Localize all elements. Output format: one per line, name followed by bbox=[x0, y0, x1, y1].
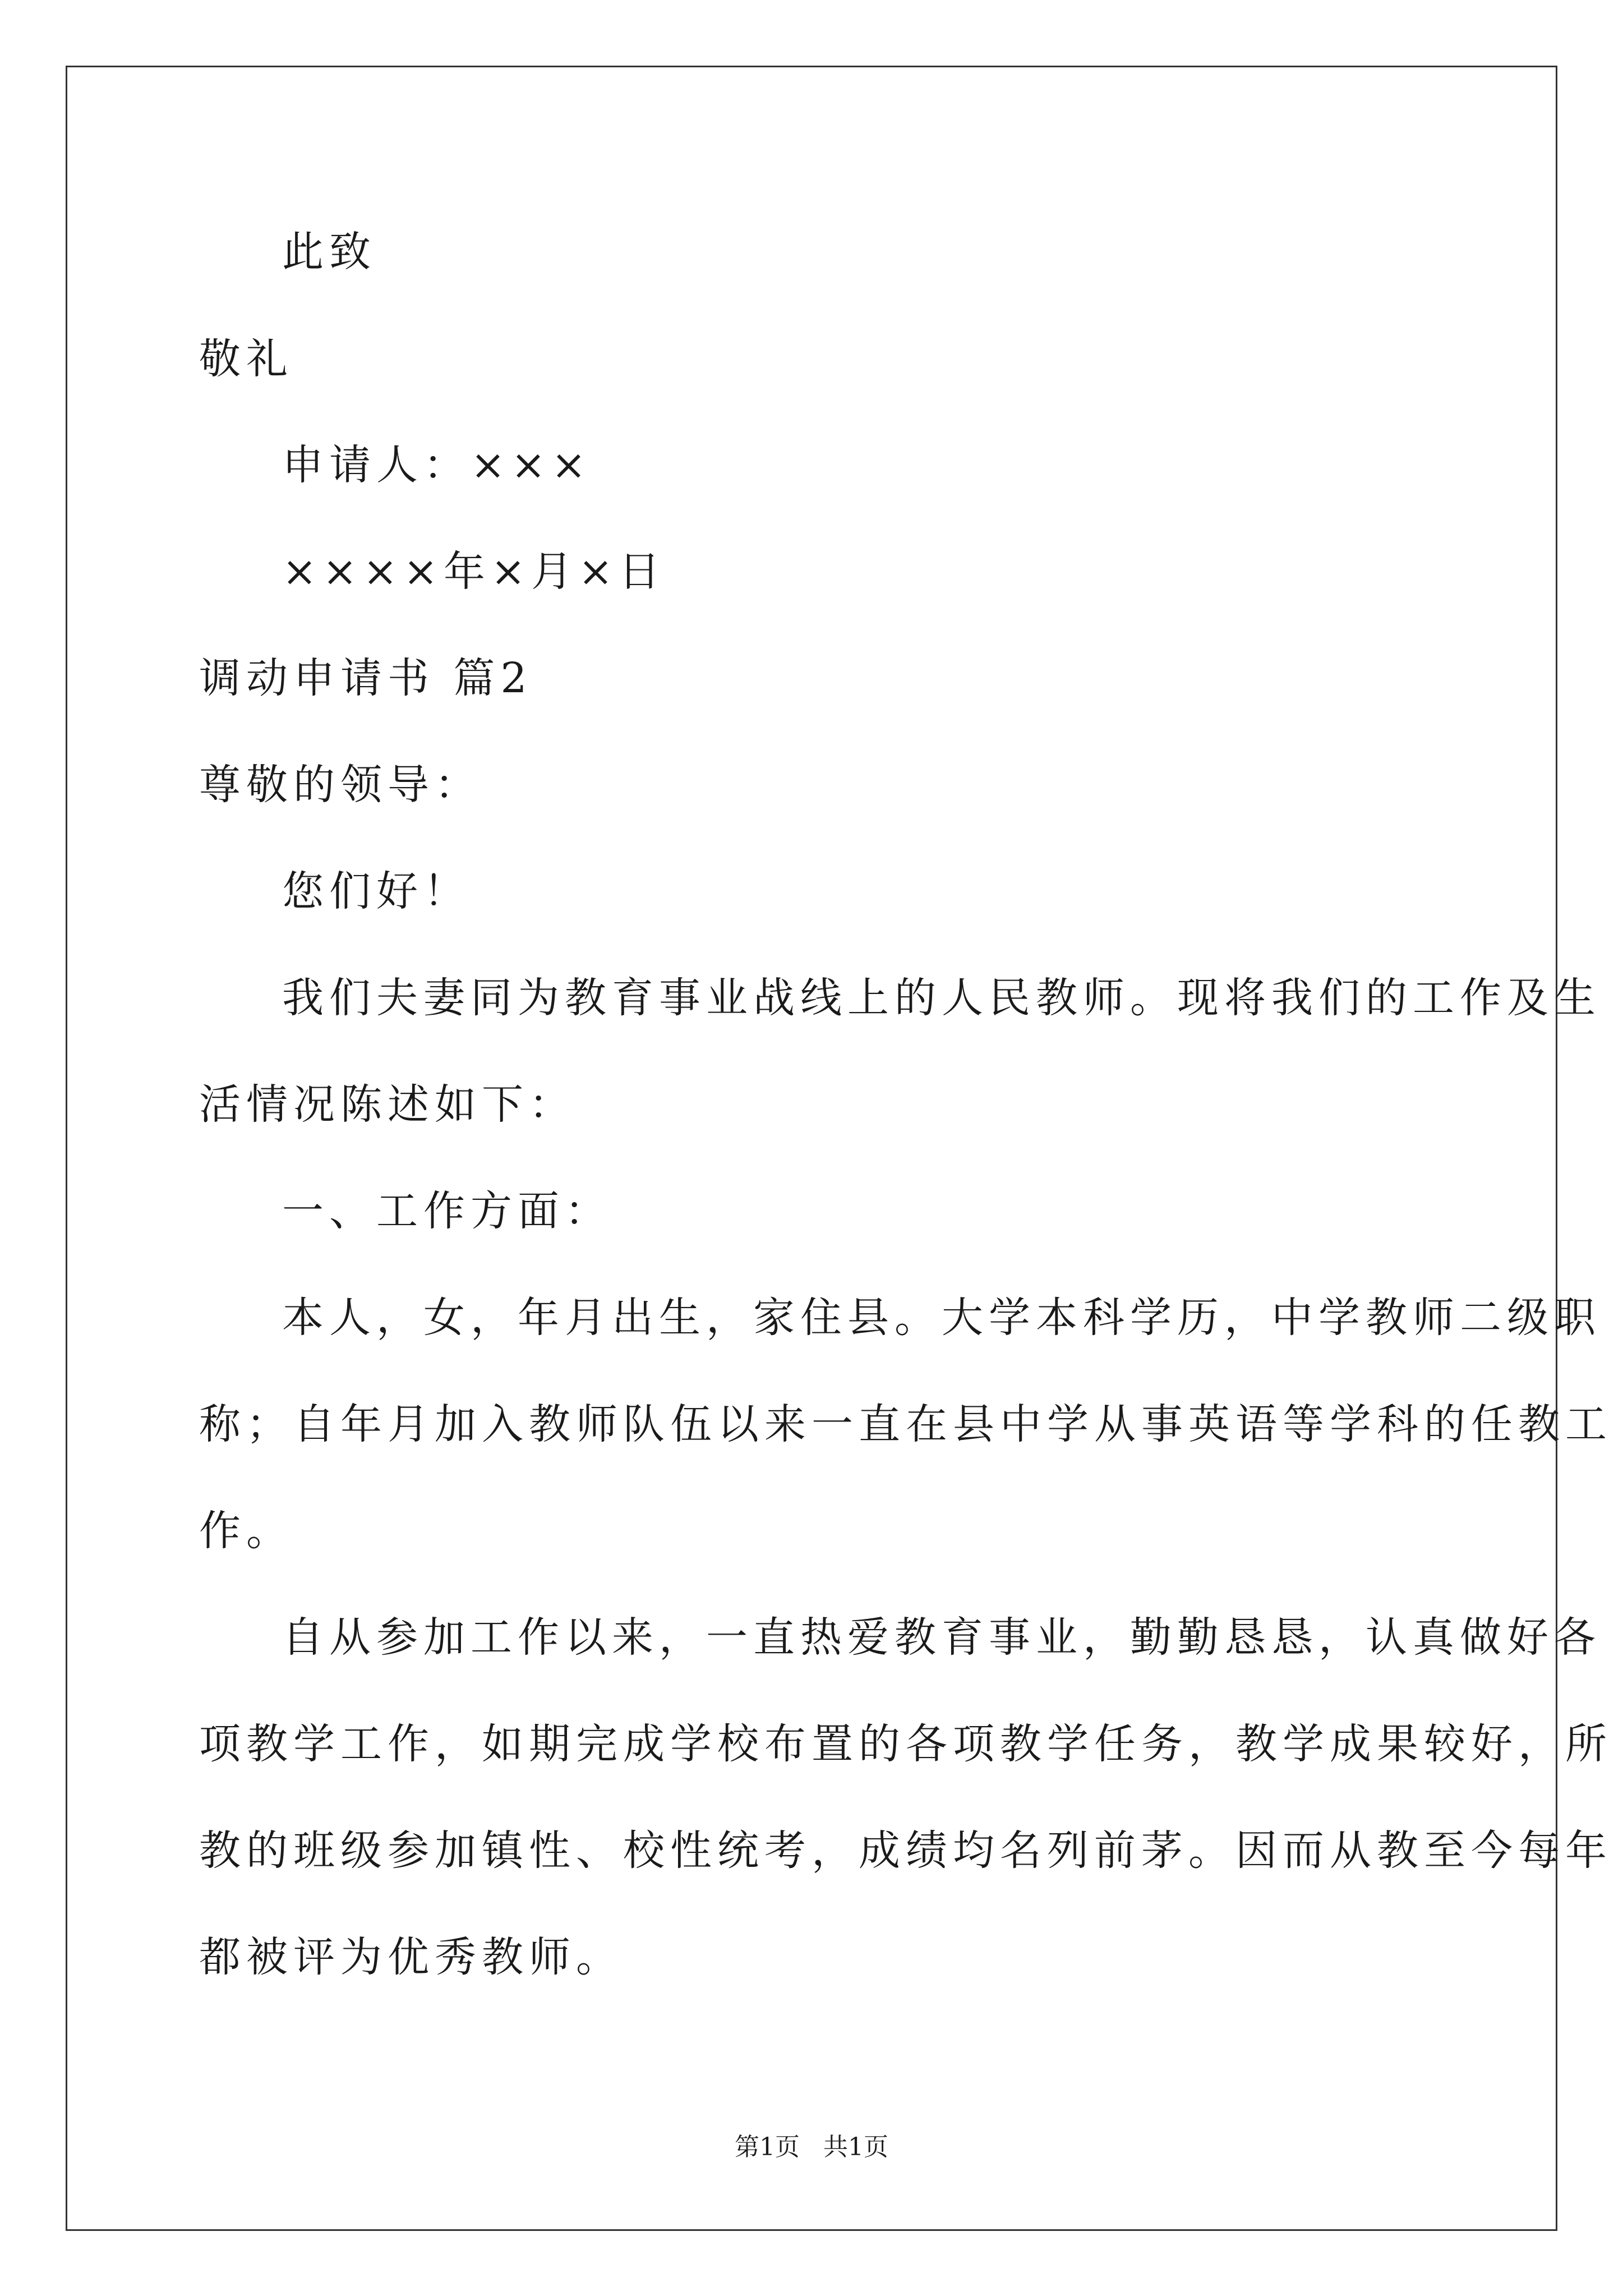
paragraph-line: 本人，女，年月出生，家住县。大学本科学历，中学教师二级职 bbox=[282, 1294, 1601, 1342]
paragraph-line: 我们夫妻同为教育事业战线上的人民教师。现将我们的工作及生 bbox=[282, 974, 1601, 1022]
signature-date: ××××年×月×日 bbox=[282, 547, 666, 596]
salutation: 尊敬的领导： bbox=[199, 761, 482, 809]
subsection-heading: 一、工作方面： bbox=[282, 1187, 612, 1235]
applicant-signature: 申请人：××× bbox=[282, 441, 592, 489]
paragraph-line: 教的班级参加镇性、校性统考，成绩均名列前茅。因而从教至今每年 bbox=[199, 1826, 1612, 1875]
paragraph-line: 自从参加工作以来，一直热爱教育事业，勤勤恳恳，认真做好各 bbox=[282, 1613, 1601, 1662]
paragraph-line: 活情况陈述如下： bbox=[199, 1080, 576, 1129]
greeting: 您们好！ bbox=[282, 867, 471, 915]
page-footer: 第1页 共1页 bbox=[735, 2133, 888, 2161]
closing-salutation: 敬礼 bbox=[199, 335, 293, 383]
paragraph-line: 作。 bbox=[199, 1507, 293, 1555]
page-border bbox=[66, 66, 1557, 2231]
paragraph-line: 项教学工作，如期完成学校布置的各项教学任务，教学成果较好，所 bbox=[199, 1720, 1612, 1768]
paragraph-line: 称；自年月加入教师队伍以来一直在县中学从事英语等学科的任教工 bbox=[199, 1400, 1612, 1448]
paragraph-line: 都被评为优秀教师。 bbox=[199, 1933, 623, 1981]
section-title: 调动申请书 篇2 bbox=[199, 654, 533, 702]
closing-phrase: 此致 bbox=[282, 228, 376, 276]
